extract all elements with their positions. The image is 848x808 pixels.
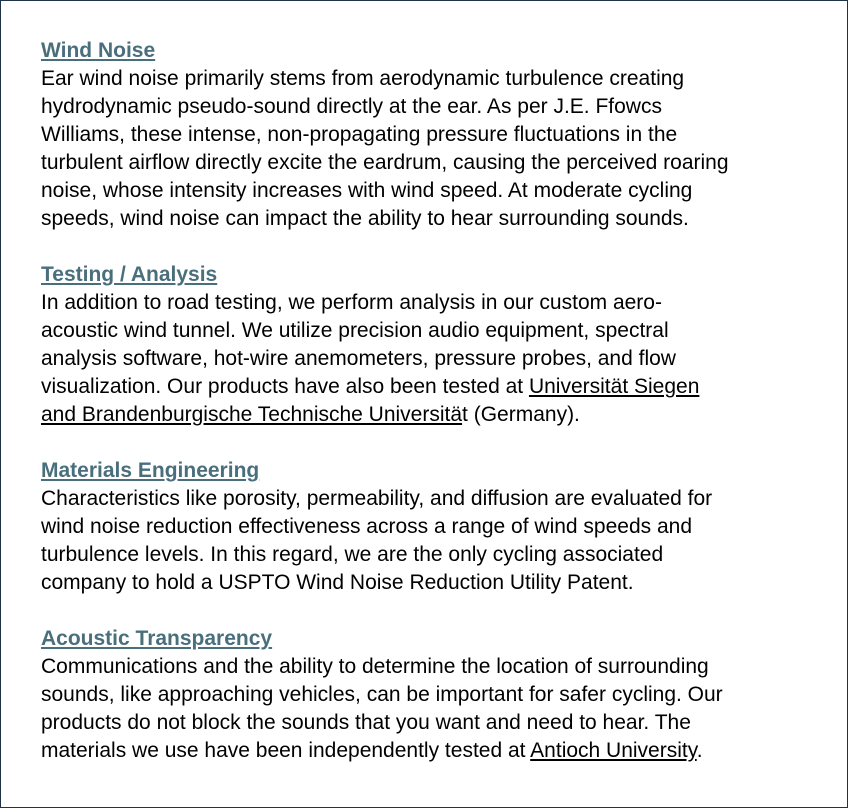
section-heading: Testing / Analysis: [41, 263, 218, 286]
section-heading: Acoustic Transparency: [41, 627, 273, 650]
section-paragraph: Characteristics like porosity, permeability, and diffusion are evaluated for wind noise reduction effectiveness across a range of wind speeds and turbulence levels. In this regard, we are the only cycling associated company to hold a USPTO Wind Noise Reduction Utility Patent.: [41, 487, 713, 594]
section-testing-analysis: [41, 261, 821, 429]
article-body: [41, 37, 821, 793]
section-paragraph: [41, 289, 821, 429]
paragraph-text: .: [696, 739, 703, 762]
paragraph-text: In addition to road testing, we perform analysis in our custom aero- acoustic wind tunnel. We utilize precision audio equipment, spectral analysis software, hot-wire anemometers, pressure probes, and flow visualization. Our products have also been tested at: [41, 291, 676, 398]
paragraph-text: t (Germany).: [462, 403, 580, 426]
section-heading: Wind Noise: [41, 39, 156, 62]
section-materials-engineering: [41, 457, 821, 597]
section-paragraph: Ear wind noise primarily stems from aerodynamic turbulence creating hydrodynamic pseudo-sound directly at the ear. As per J.E. Ffowcs Williams, these intense, non-propagating pressure fluctuations in the turbulent airflow directly excite the eardrum, causing the perceived roaring noise, whose intensity increases with wind speed. At moderate cycling speeds, wind noise can impact the ability to hear surrounding sounds.: [41, 67, 729, 230]
section-acoustic-transparency: [41, 625, 821, 765]
antioch-university-link[interactable]: Antioch University: [530, 739, 697, 762]
paragraph-text: Communications and the ability to determine the location of surrounding sounds, like approaching vehicles, can be important for safer cycling. Our products do not block the sounds that you want and need to hear. The materials we use have been independently tested at: [41, 655, 723, 762]
universities-link[interactable]: Universität Siegen and Brandenburgische Technische Universitä: [41, 375, 700, 426]
section-paragraph: [41, 653, 821, 765]
section-wind-noise: [41, 37, 821, 233]
section-heading: Materials Engineering: [41, 459, 260, 482]
